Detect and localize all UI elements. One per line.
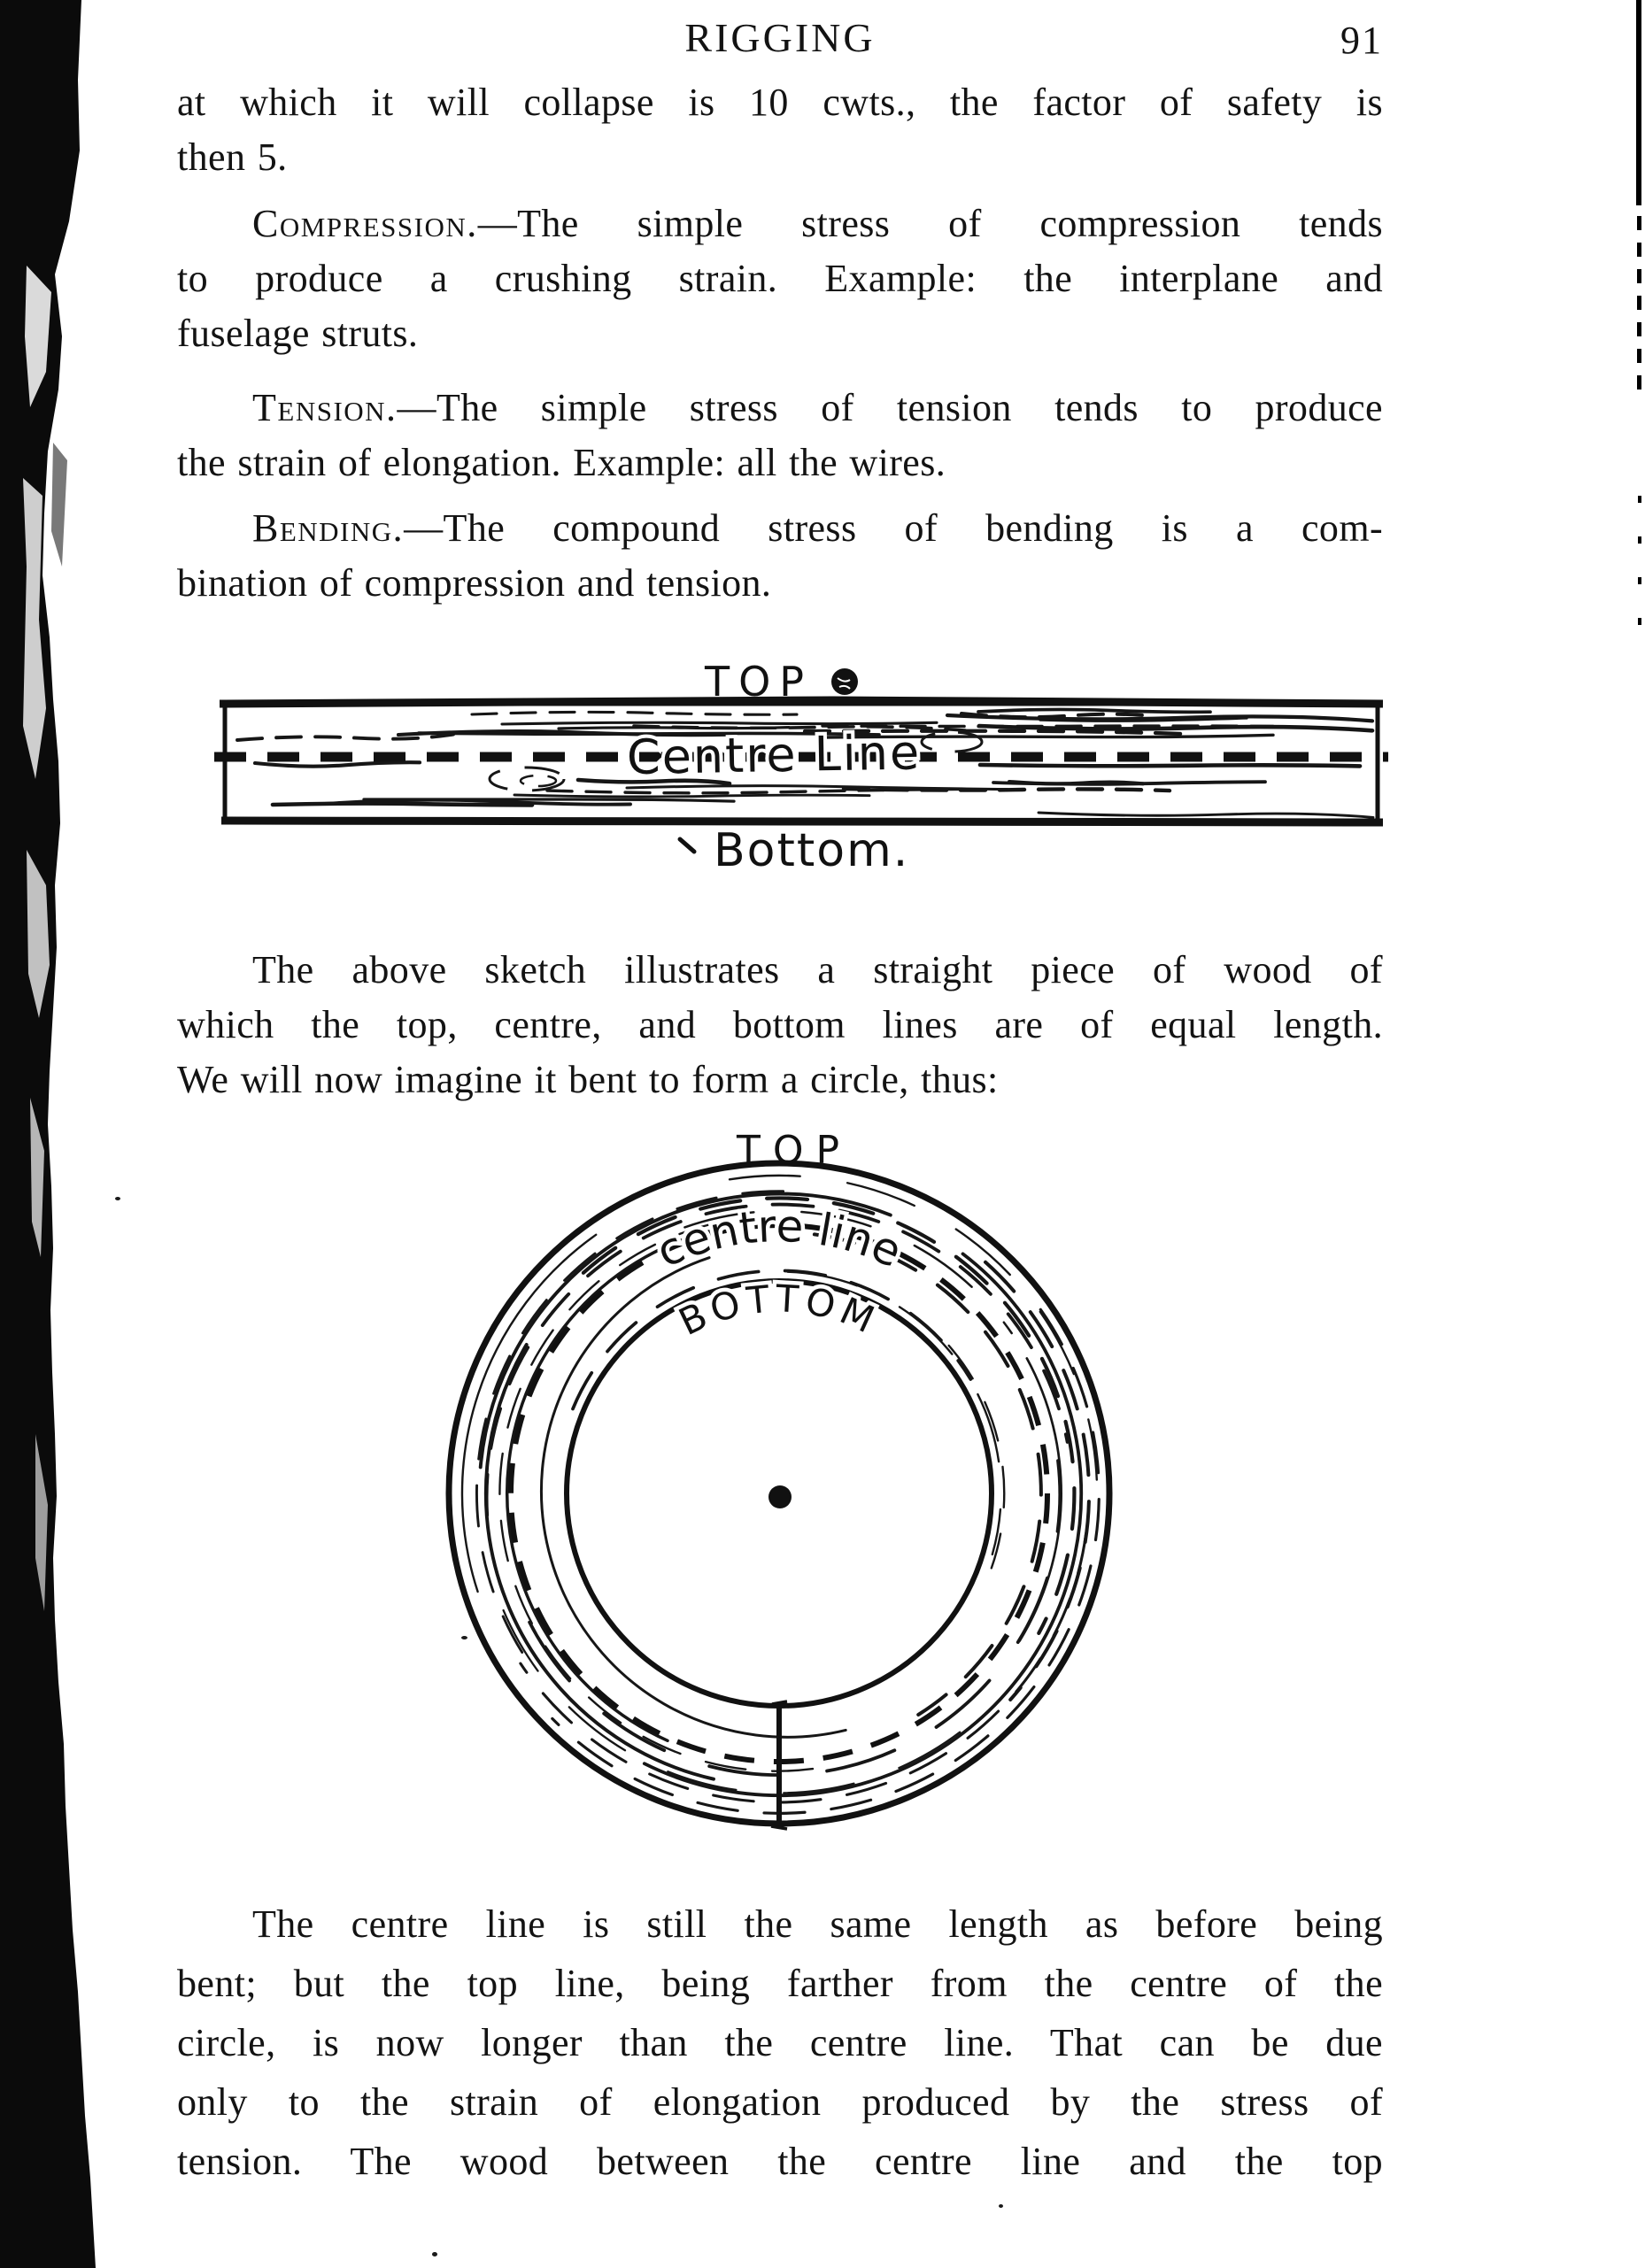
wood-knot [490, 768, 564, 791]
ring-bottom-label: BOTTOM [672, 1277, 886, 1345]
tick-mark [680, 839, 694, 852]
text-line: bination of compression and tension. [177, 561, 772, 605]
paragraph [177, 501, 1383, 611]
binding-shadow [0, 0, 115, 2268]
text-line: The above sketch illustrates a straight piece of wood of [252, 948, 1383, 991]
headword: Tension. [252, 386, 398, 429]
text-line: then 5. [177, 135, 288, 179]
paragraph [177, 943, 1383, 1107]
text-line: circle, is now longer than the centre line. That can be due [177, 2021, 1383, 2064]
ring-centre-label: centre line [648, 1200, 909, 1278]
text-line: Compression.—The simple stress of compression tends [252, 202, 1383, 245]
text-line: the strain of elongation. Example: all the wires. [177, 441, 946, 484]
page-edge-dashes [1637, 216, 1641, 402]
paragraph [177, 1894, 1383, 2191]
running-title: RIGGING [684, 15, 876, 60]
plank-bottom-label: Bottom. [714, 824, 910, 877]
scan-speck [461, 1636, 467, 1639]
page-header [177, 14, 1383, 67]
scan-speck [999, 2204, 1003, 2208]
text-line: Tension.—The simple stress of tension tends to produce [252, 386, 1383, 429]
scan-speck [432, 2252, 437, 2256]
paragraph [177, 197, 1383, 361]
text-line: tension. The wood between the centre line and the top [177, 2140, 1383, 2183]
text-line: The centre line is still the same length as before being [252, 1902, 1383, 1946]
scan-speck [115, 1197, 120, 1200]
ring-figure [372, 1114, 1186, 1877]
plank-centre-label: Centre Line [626, 724, 922, 786]
centre-point-dot [768, 1485, 792, 1508]
text-line: fuselage struts. [177, 312, 419, 355]
page-edge-dots [1638, 496, 1641, 655]
headword: Bending. [252, 506, 405, 550]
page-edge-line [1636, 0, 1641, 205]
text-line: Bending.—The compound stress of bending is a com- [252, 506, 1383, 550]
text-line: only to the strain of elongation produced by the stress of [177, 2080, 1383, 2124]
paragraph [177, 381, 1383, 490]
wood-knot [922, 732, 982, 752]
page-number: 91 [1340, 19, 1383, 62]
headword: Compression. [252, 202, 478, 245]
text-line: We will now imagine it bent to form a circle, thus: [177, 1058, 999, 1101]
paragraph [177, 75, 1383, 185]
plank-top-label: TOP [705, 658, 814, 706]
text-line: at which it will collapse is 10 cwts., the factor of safety is [177, 81, 1383, 124]
wood-knot [521, 775, 556, 786]
text-line: which the top, centre, and bottom lines are of equal length. [177, 1003, 1383, 1046]
text-line: to produce a crushing strain. Example: the interplane and [177, 257, 1383, 300]
plank-figure [212, 653, 1390, 883]
text-line: bent; but the top line, being farther from the centre of the [177, 1962, 1383, 2005]
plank-bottom-edge [221, 821, 1383, 822]
ring-top-label: TOP [737, 1128, 853, 1173]
